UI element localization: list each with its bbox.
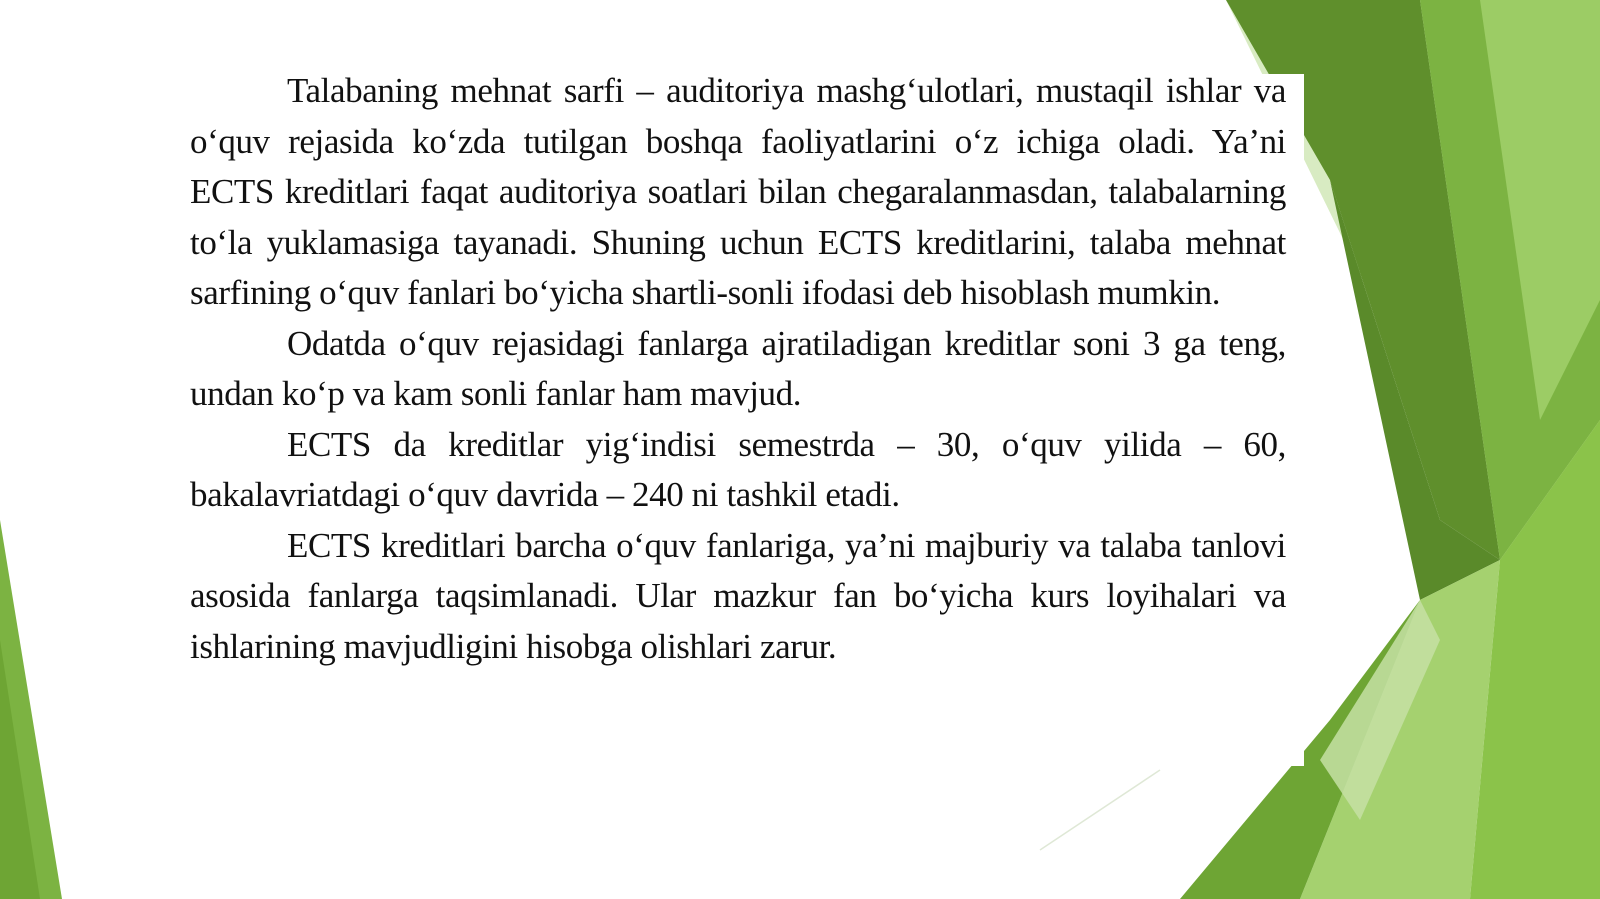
right-facet-thin-line <box>1040 770 1160 850</box>
paragraph: ECTS da kreditlar yig‘indisi semestrda – 30, o‘quv yilida – 60, bakalavriatdagi o‘quv davrida – 240 ni tashkil etadi. <box>190 424 1286 514</box>
paragraph: Talabaning mehnat sarfi – auditoriya mashg‘ulotlari, mustaqil ishlar va o‘quv rejasida ko‘zda tutilgan boshqa faoliyatlarini o‘z ichiga oladi. Ya’ni ECTS kreditlari faqat auditoriya soatlari bilan chegaralanmasdan, talabalarning to‘la yuklamasiga tayanadi. Shuning uchun ECTS kreditlarini, talaba mehnat sarfining o‘quv fanlari bo‘yicha shartli-sonli ifodasi deb hisoblash mumkin. <box>190 71 1286 312</box>
document-body <box>190 66 1286 672</box>
paragraph: ECTS kreditlari barcha o‘quv fanlariga, ya’ni majburiy va talaba tanlovi asosida fanlarga taqsimlanadi. Ular mazkur fan bo‘yicha kurs loyihalari va ishlarining mavjudligini hisobga olishlari zarur. <box>190 525 1286 666</box>
paragraph: Odatda o‘quv rejasidagi fanlarga ajratiladigan kreditlar soni 3 ga teng, undan ko‘p va kam sonli fanlar ham mavjud. <box>190 323 1286 413</box>
